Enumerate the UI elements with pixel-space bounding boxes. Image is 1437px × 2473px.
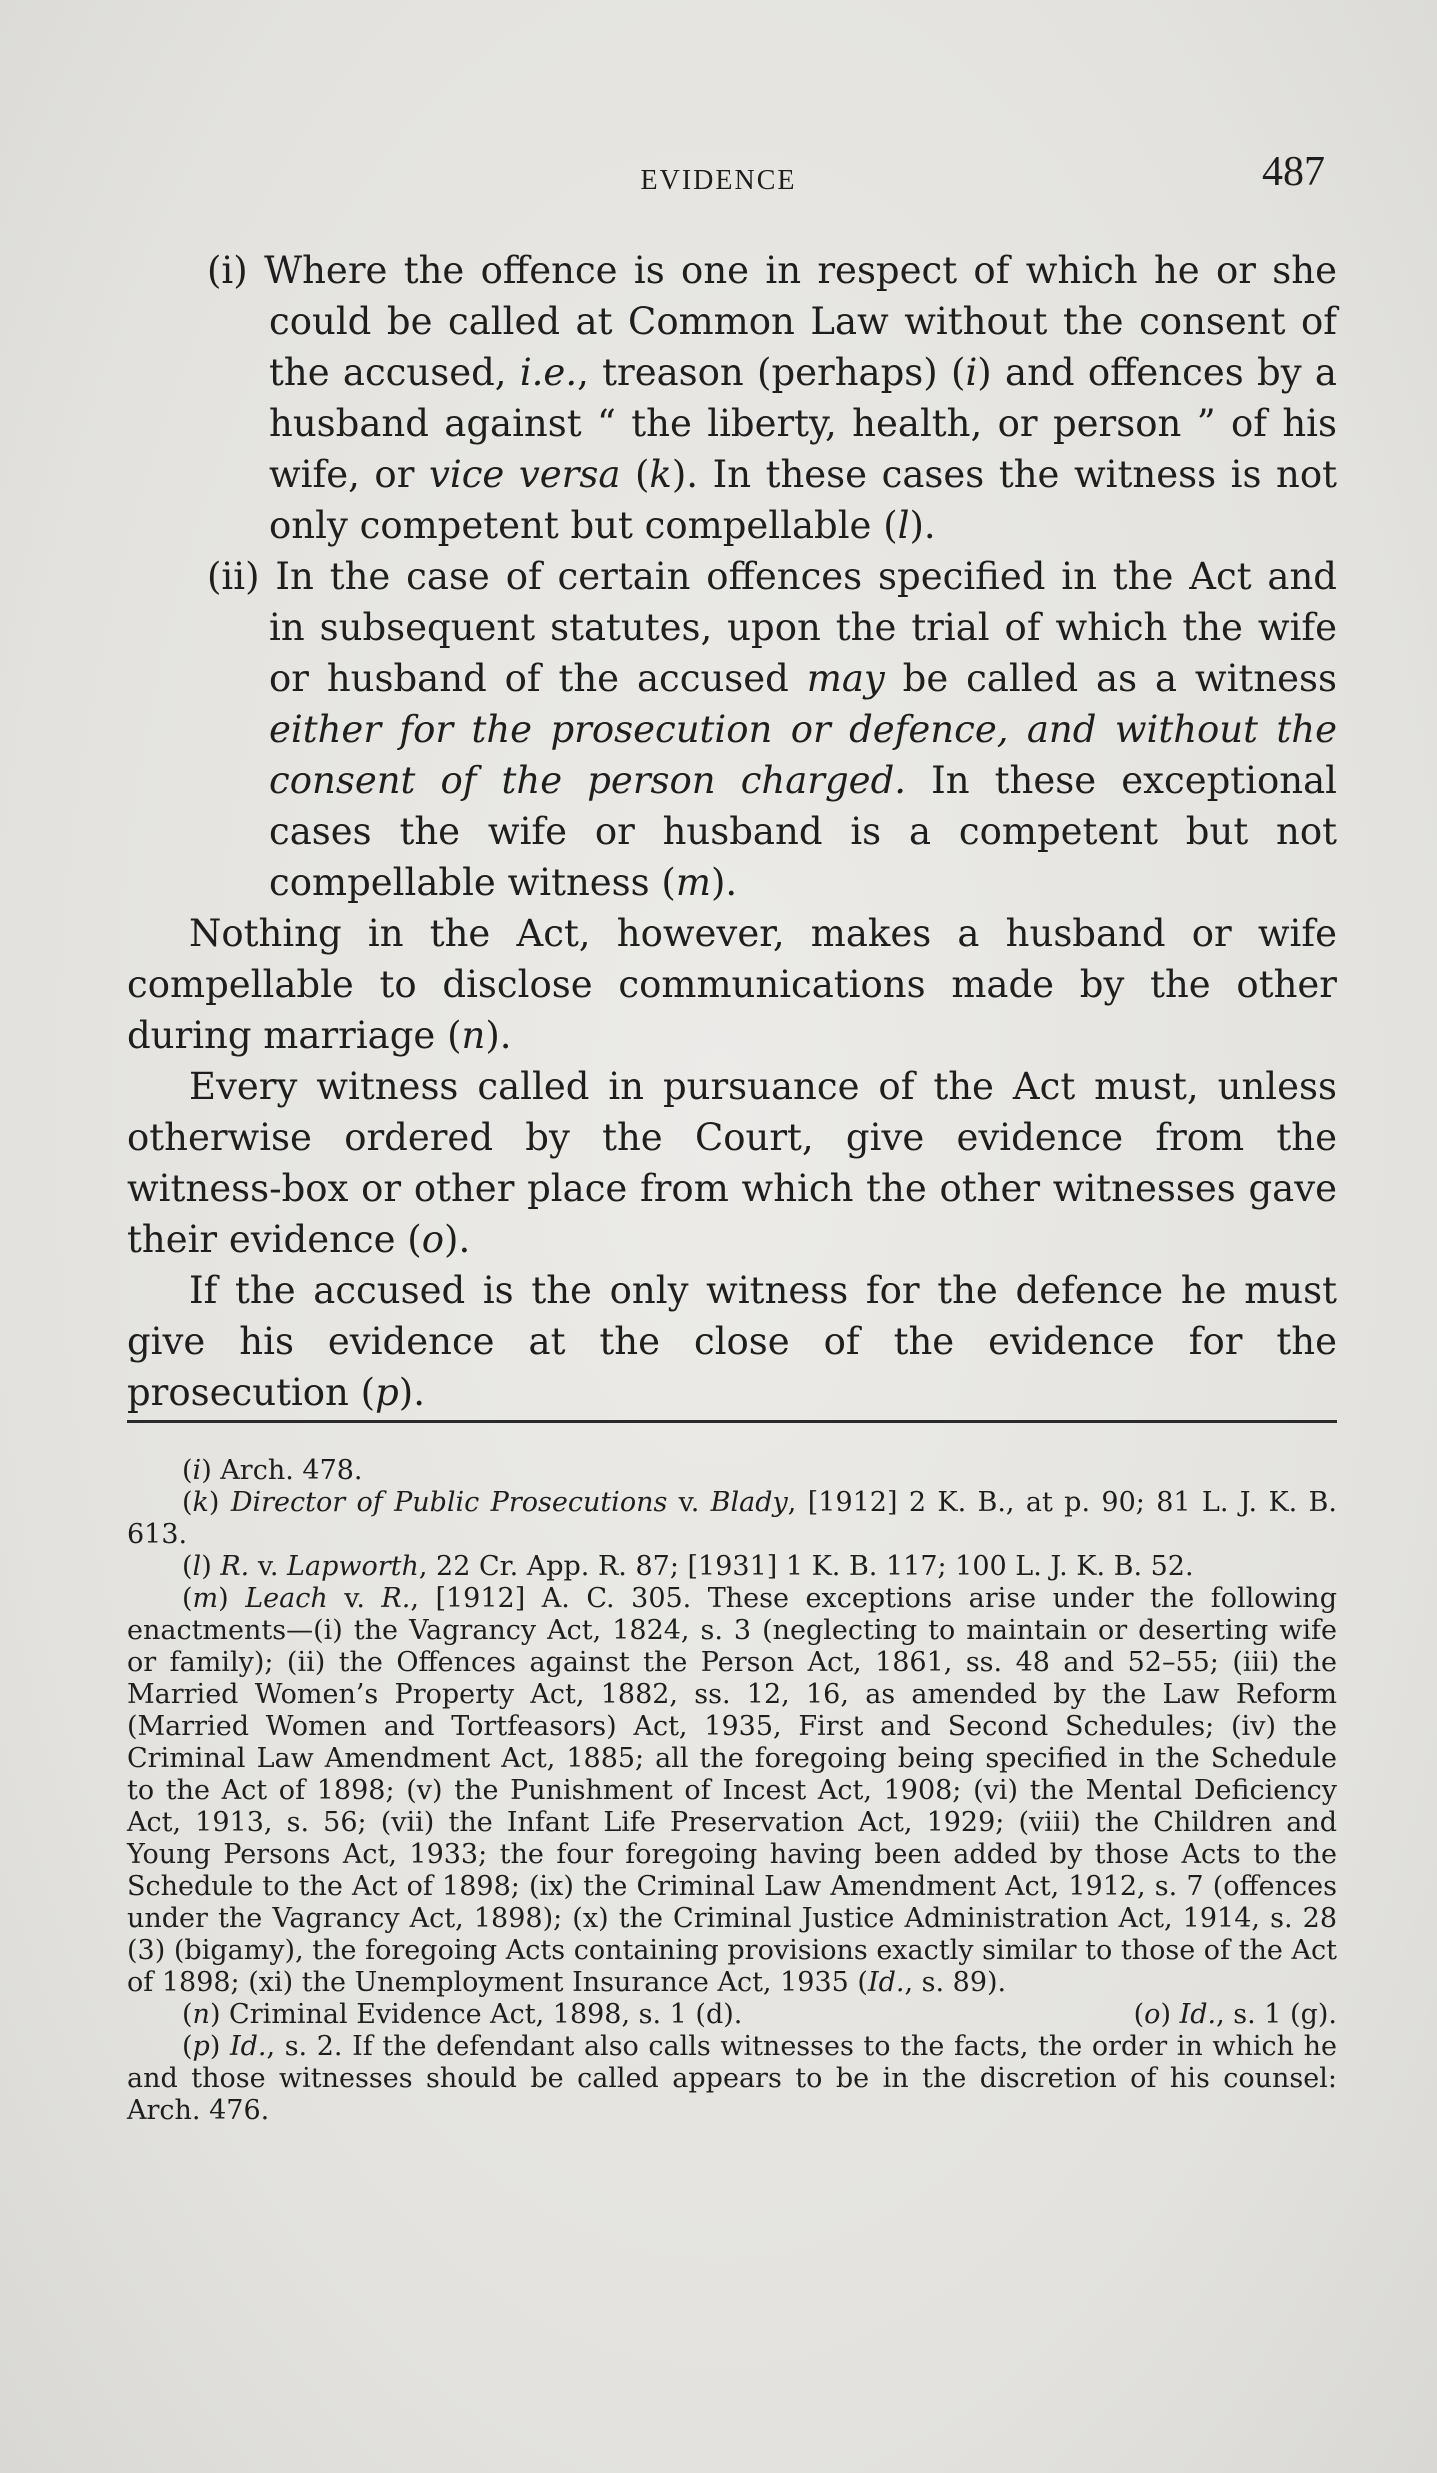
paragraph: Every witness called in pursuance of the Act must, unless otherwise ordered by the Court, give evidence from the witness-box or other place from which the other witnesses gave their evidence (o). — [127, 1065, 1337, 1261]
item-marker: (i) — [207, 249, 248, 292]
page-number: 487 — [1262, 149, 1325, 195]
paragraph: Nothing in the Act, however, makes a husband or wife compellable to disclose communications made by the other during marriage (n). — [127, 912, 1337, 1057]
list-item — [127, 245, 1337, 551]
item-text: Where the offence is one in respect of which he or she could be called at Common Law without the consent of the accused, i.e., treason (perhaps) (i) and offences by a husband against “ the liberty, health, or person ” of his wife, or vice versa (k). In these cases the witness is not only competent but compellable (l). — [264, 249, 1338, 547]
main-text — [127, 245, 1337, 1418]
paragraph: If the accused is the only witness for the defence he must give his evidence at the close of the evidence for the prosecution (p). — [127, 1269, 1337, 1414]
footnote-divider — [127, 1420, 1337, 1423]
footnote: (p) Id., s. 2. If the defendant also calls witnesses to the facts, the order in which he and those witnesses should be called appears to be in the discretion of his counsel: Arch. 476. — [127, 2031, 1337, 2126]
running-header: EVIDENCE — [640, 165, 797, 196]
item-text: In the case of certain offences specified in the Act and in subsequent statutes, upon the trial of which the wife or husband of the accused may be called as a witness either for the prosecution or defence, and without the consent of the person charged. In these exceptional cases the wife or husband is a competent but not compellable witness (m). — [269, 555, 1337, 904]
footnote-o: (o) Id., s. 1 (g). — [1133, 1999, 1337, 2030]
footnote: (l) R. v. Lapworth, 22 Cr. App. R. 87; [1931] 1 K. B. 117; 100 L. J. K. B. 52. — [182, 1551, 1194, 1582]
footnote: (i) Arch. 478. — [182, 1455, 363, 1486]
list-item — [127, 551, 1337, 908]
footnote-pair — [127, 1999, 1337, 2031]
item-marker: (ii) — [207, 555, 260, 598]
footnote: (m) Leach v. R., [1912] A. C. 305. These exceptions arise under the following enactments—(i) the Vagrancy Act, 1824, s. 3 (neglecting to maintain or deserting wife or family); (ii) the Offences against the Person Act, 1861, ss. 48 and 52–55; (iii) the Married Women’s Property Act, 1882, ss. 12, 16, as amended by the Law Reform (Married Women and Tortfeasors) Act, 1935, First and Second Schedules; (iv) the Criminal Law Amendment Act, 1885; all the foregoing being specified in the Schedule to the Act of 1898; (v) the Punishment of Incest Act, 1908; (vi) the Mental Deficiency Act, 1913, s. 56; (vii) the Infant Life Preservation Act, 1929; (viii) the Children and Young Persons Act, 1933; the four foregoing having been added by those Acts to the Schedule to the Act of 1898; (ix) the Criminal Law Amendment Act, 1912, s. 7 (offences under the Vagrancy Act, 1898); (x) the Criminal Justice Administration Act, 1914, s. 28 (3) (bigamy), the foregoing Acts containing provisions exactly similar to those of the Act of 1898; (xi) the Unemployment Insurance Act, 1935 (Id., s. 89). — [127, 1583, 1337, 1998]
footnotes — [127, 1455, 1337, 2127]
footnote-n: (n) Criminal Evidence Act, 1898, s. 1 (d). — [182, 1999, 743, 2030]
footnote: (k) Director of Public Prosecutions v. Blady, [1912] 2 K. B., at p. 90; 81 L. J. K. B. 613. — [127, 1487, 1337, 1550]
